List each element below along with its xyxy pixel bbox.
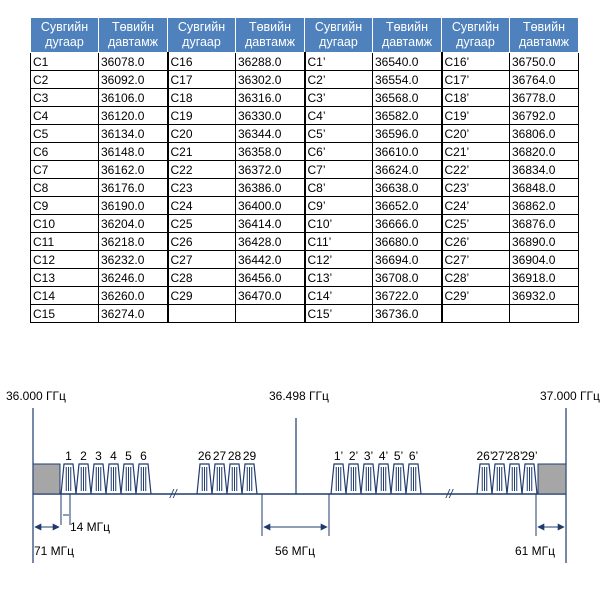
channel-cell: C7 — [31, 161, 99, 179]
frequency-cell: 36190.0 — [99, 197, 168, 215]
frequency-cell — [236, 305, 305, 323]
channel-cell: C18 — [168, 89, 236, 107]
break-mark-right: // — [446, 487, 453, 501]
table-row — [31, 269, 579, 287]
channel-cell: C14 — [31, 287, 99, 305]
channel-cell: C27’ — [442, 251, 510, 269]
frequency-cell: 36092.0 — [99, 71, 168, 89]
frequency-cell: 36358.0 — [236, 143, 305, 161]
channel-cell: C10’ — [305, 215, 373, 233]
channel-cell: C23’ — [442, 179, 510, 197]
frequency-cell: 36722.0 — [373, 287, 442, 305]
frequency-cell: 36330.0 — [236, 107, 305, 125]
guard-band-left — [33, 464, 60, 494]
channel-cell: C17’ — [442, 71, 510, 89]
channel-cell: C22 — [168, 161, 236, 179]
frequency-cell: 36246.0 — [99, 269, 168, 287]
channel-cell: C11 — [31, 233, 99, 251]
frequency-cell: 36260.0 — [99, 287, 168, 305]
table-row — [31, 305, 579, 323]
channel-cell: C2 — [31, 71, 99, 89]
channel-group-26-29 — [197, 449, 257, 494]
channel-cell: C19’ — [442, 107, 510, 125]
frequency-cell: 36792.0 — [510, 107, 579, 125]
channel-cell: C28 — [168, 269, 236, 287]
channel-label: 27 — [212, 449, 227, 463]
channel-cell: C3 — [31, 89, 99, 107]
frequency-cell: 36442.0 — [236, 251, 305, 269]
channel-cell: C20’ — [442, 125, 510, 143]
frequency-cell: 36232.0 — [99, 251, 168, 269]
table-row — [31, 233, 579, 251]
channel-cell: C23 — [168, 179, 236, 197]
channel-cell: C8’ — [305, 179, 373, 197]
table-row — [31, 89, 579, 107]
channel-cell: C25’ — [442, 215, 510, 233]
channel-group-26p-29p — [476, 449, 537, 494]
channel-cell: C5’ — [305, 125, 373, 143]
frequency-cell: 36456.0 — [236, 269, 305, 287]
channel-cell: C29 — [168, 287, 236, 305]
channel-label: 29 — [242, 449, 257, 463]
channel-cell: C16’ — [442, 53, 510, 71]
frequency-cell: 36386.0 — [236, 179, 305, 197]
channel-cell: C29’ — [442, 287, 510, 305]
frequency-cell: 36162.0 — [99, 161, 168, 179]
frequency-cell: 36778.0 — [510, 89, 579, 107]
channel-plan-diagram — [0, 380, 605, 593]
channel-cell: C13’ — [305, 269, 373, 287]
channel-label: 29’ — [521, 449, 538, 463]
guard-right-label: 61 МГц — [515, 544, 556, 558]
table-row — [31, 71, 579, 89]
channel-cell: C24’ — [442, 197, 510, 215]
table-row — [31, 215, 579, 233]
frequency-cell: 36610.0 — [373, 143, 442, 161]
freq-right-label: 37.000 ГГц — [540, 389, 600, 403]
frequency-cell: 36568.0 — [373, 89, 442, 107]
frequency-cell: 36134.0 — [99, 125, 168, 143]
frequency-cell: 36806.0 — [510, 125, 579, 143]
frequency-table — [30, 17, 579, 323]
frequency-cell — [510, 305, 579, 323]
channel-label: 5 — [125, 449, 132, 463]
channel-cell: C3’ — [305, 89, 373, 107]
table-row — [31, 161, 579, 179]
channel-cell: C8 — [31, 179, 99, 197]
table-row — [31, 197, 579, 215]
frequency-cell: 36820.0 — [510, 143, 579, 161]
channel-cell — [442, 305, 510, 323]
frequency-cell: 36540.0 — [373, 53, 442, 71]
table-row — [31, 287, 579, 305]
channel-frequency-table — [30, 17, 579, 323]
channel-label: 26’ — [476, 449, 493, 463]
channel-cell: C21 — [168, 143, 236, 161]
channel-cell: C1’ — [305, 53, 373, 71]
channel-cell: C18’ — [442, 89, 510, 107]
channel-cell: C19 — [168, 107, 236, 125]
frequency-cell: 36288.0 — [236, 53, 305, 71]
frequency-cell: 36918.0 — [510, 269, 579, 287]
channel-cell: C2’ — [305, 71, 373, 89]
frequency-cell: 36582.0 — [373, 107, 442, 125]
frequency-cell: 36890.0 — [510, 233, 579, 251]
channel-group-1p-6p — [331, 449, 421, 494]
frequency-cell: 36470.0 — [236, 287, 305, 305]
frequency-cell: 36414.0 — [236, 215, 305, 233]
frequency-cell: 36078.0 — [99, 53, 168, 71]
channel-cell: C6 — [31, 143, 99, 161]
table-body — [31, 53, 579, 323]
frequency-cell: 36764.0 — [510, 71, 579, 89]
channel-cell: C11’ — [305, 233, 373, 251]
frequency-cell: 36904.0 — [510, 251, 579, 269]
channel-cell: C1 — [31, 53, 99, 71]
header-center-frequency: Төвийн давтамж — [373, 18, 442, 53]
channel-cell: C28’ — [442, 269, 510, 287]
frequency-cell: 36554.0 — [373, 71, 442, 89]
frequency-cell: 36344.0 — [236, 125, 305, 143]
center-gap-label: 56 МГц — [275, 544, 316, 558]
channel-label: 4 — [110, 449, 117, 463]
channel-cell: C22’ — [442, 161, 510, 179]
channel-cell: C16 — [168, 53, 236, 71]
header-channel-number: Сувгийн дугаар — [305, 18, 373, 53]
channel-label: 26 — [197, 449, 212, 463]
channel-cell: C21’ — [442, 143, 510, 161]
channel-cell: C14’ — [305, 287, 373, 305]
header-channel-number: Сувгийн дугаар — [31, 18, 99, 53]
frequency-cell: 36694.0 — [373, 251, 442, 269]
channel-group-1-6 — [61, 449, 151, 494]
frequency-cell: 36218.0 — [99, 233, 168, 251]
freq-left-label: 36.000 ГГц — [6, 389, 66, 403]
channel-cell: C13 — [31, 269, 99, 287]
channel-cell: C9’ — [305, 197, 373, 215]
channel-cell: C15 — [31, 305, 99, 323]
channel-cell: C24 — [168, 197, 236, 215]
frequency-cell: 36302.0 — [236, 71, 305, 89]
frequency-cell: 36848.0 — [510, 179, 579, 197]
channel-cell: C10 — [31, 215, 99, 233]
guard-left-label: 71 МГц — [34, 544, 75, 558]
frequency-cell: 36680.0 — [373, 233, 442, 251]
channel-cell: C26’ — [442, 233, 510, 251]
break-mark-left: // — [170, 487, 177, 501]
channel-cell: C4 — [31, 107, 99, 125]
table-row — [31, 53, 579, 71]
channel-label: 28’ — [506, 449, 523, 463]
frequency-cell: 36750.0 — [510, 53, 579, 71]
frequency-cell: 36106.0 — [99, 89, 168, 107]
frequency-cell: 36638.0 — [373, 179, 442, 197]
channel-cell: C26 — [168, 233, 236, 251]
table-row — [31, 107, 579, 125]
header-center-frequency: Төвийн давтамж — [99, 18, 168, 53]
frequency-cell: 36736.0 — [373, 305, 442, 323]
channel-label: 2’ — [348, 449, 359, 463]
frequency-cell: 36834.0 — [510, 161, 579, 179]
channel-label: 6 — [140, 449, 147, 463]
channel-cell: C7’ — [305, 161, 373, 179]
channel-cell: C27 — [168, 251, 236, 269]
channel-label: 27’ — [491, 449, 508, 463]
header-center-frequency: Төвийн давтамж — [510, 18, 579, 53]
channel-cell: C25 — [168, 215, 236, 233]
frequency-cell: 36932.0 — [510, 287, 579, 305]
frequency-cell: 36372.0 — [236, 161, 305, 179]
channel-cell: C15’ — [305, 305, 373, 323]
table-row — [31, 125, 579, 143]
channel-cell: C12’ — [305, 251, 373, 269]
frequency-cell: 36708.0 — [373, 269, 442, 287]
frequency-cell: 36876.0 — [510, 215, 579, 233]
channel-label: 1 — [65, 449, 72, 463]
channel-label: 1’ — [333, 449, 344, 463]
guard-band-right — [538, 464, 566, 494]
channel-cell: C9 — [31, 197, 99, 215]
header-channel-number: Сувгийн дугаар — [168, 18, 236, 53]
header-channel-number: Сувгийн дугаар — [442, 18, 510, 53]
channel-cell: C20 — [168, 125, 236, 143]
table-row — [31, 143, 579, 161]
spacing-label: 14 МГц — [70, 520, 111, 534]
channel-cell — [168, 305, 236, 323]
channel-label: 3 — [95, 449, 102, 463]
channel-label: 5’ — [393, 449, 404, 463]
frequency-cell: 36204.0 — [99, 215, 168, 233]
frequency-cell: 36596.0 — [373, 125, 442, 143]
freq-center-label: 36.498 ГГц — [269, 389, 329, 403]
frequency-cell: 36148.0 — [99, 143, 168, 161]
channel-cell: C12 — [31, 251, 99, 269]
channel-cell: C6’ — [305, 143, 373, 161]
frequency-cell: 36316.0 — [236, 89, 305, 107]
table-header-row — [31, 18, 579, 53]
frequency-cell: 36274.0 — [99, 305, 168, 323]
channel-label: 4’ — [378, 449, 389, 463]
table-row — [31, 179, 579, 197]
channel-label: 3’ — [363, 449, 374, 463]
frequency-cell: 36666.0 — [373, 215, 442, 233]
table-row — [31, 251, 579, 269]
frequency-cell: 36624.0 — [373, 161, 442, 179]
frequency-cell: 36120.0 — [99, 107, 168, 125]
frequency-cell: 36400.0 — [236, 197, 305, 215]
channel-cell: C4’ — [305, 107, 373, 125]
frequency-cell: 36652.0 — [373, 197, 442, 215]
frequency-cell: 36428.0 — [236, 233, 305, 251]
frequency-cell: 36176.0 — [99, 179, 168, 197]
channel-cell: C17 — [168, 71, 236, 89]
channel-cell: C5 — [31, 125, 99, 143]
channel-label: 2 — [80, 449, 87, 463]
channel-label: 28 — [227, 449, 242, 463]
frequency-cell: 36862.0 — [510, 197, 579, 215]
header-center-frequency: Төвийн давтамж — [236, 18, 305, 53]
channel-label: 6’ — [408, 449, 419, 463]
